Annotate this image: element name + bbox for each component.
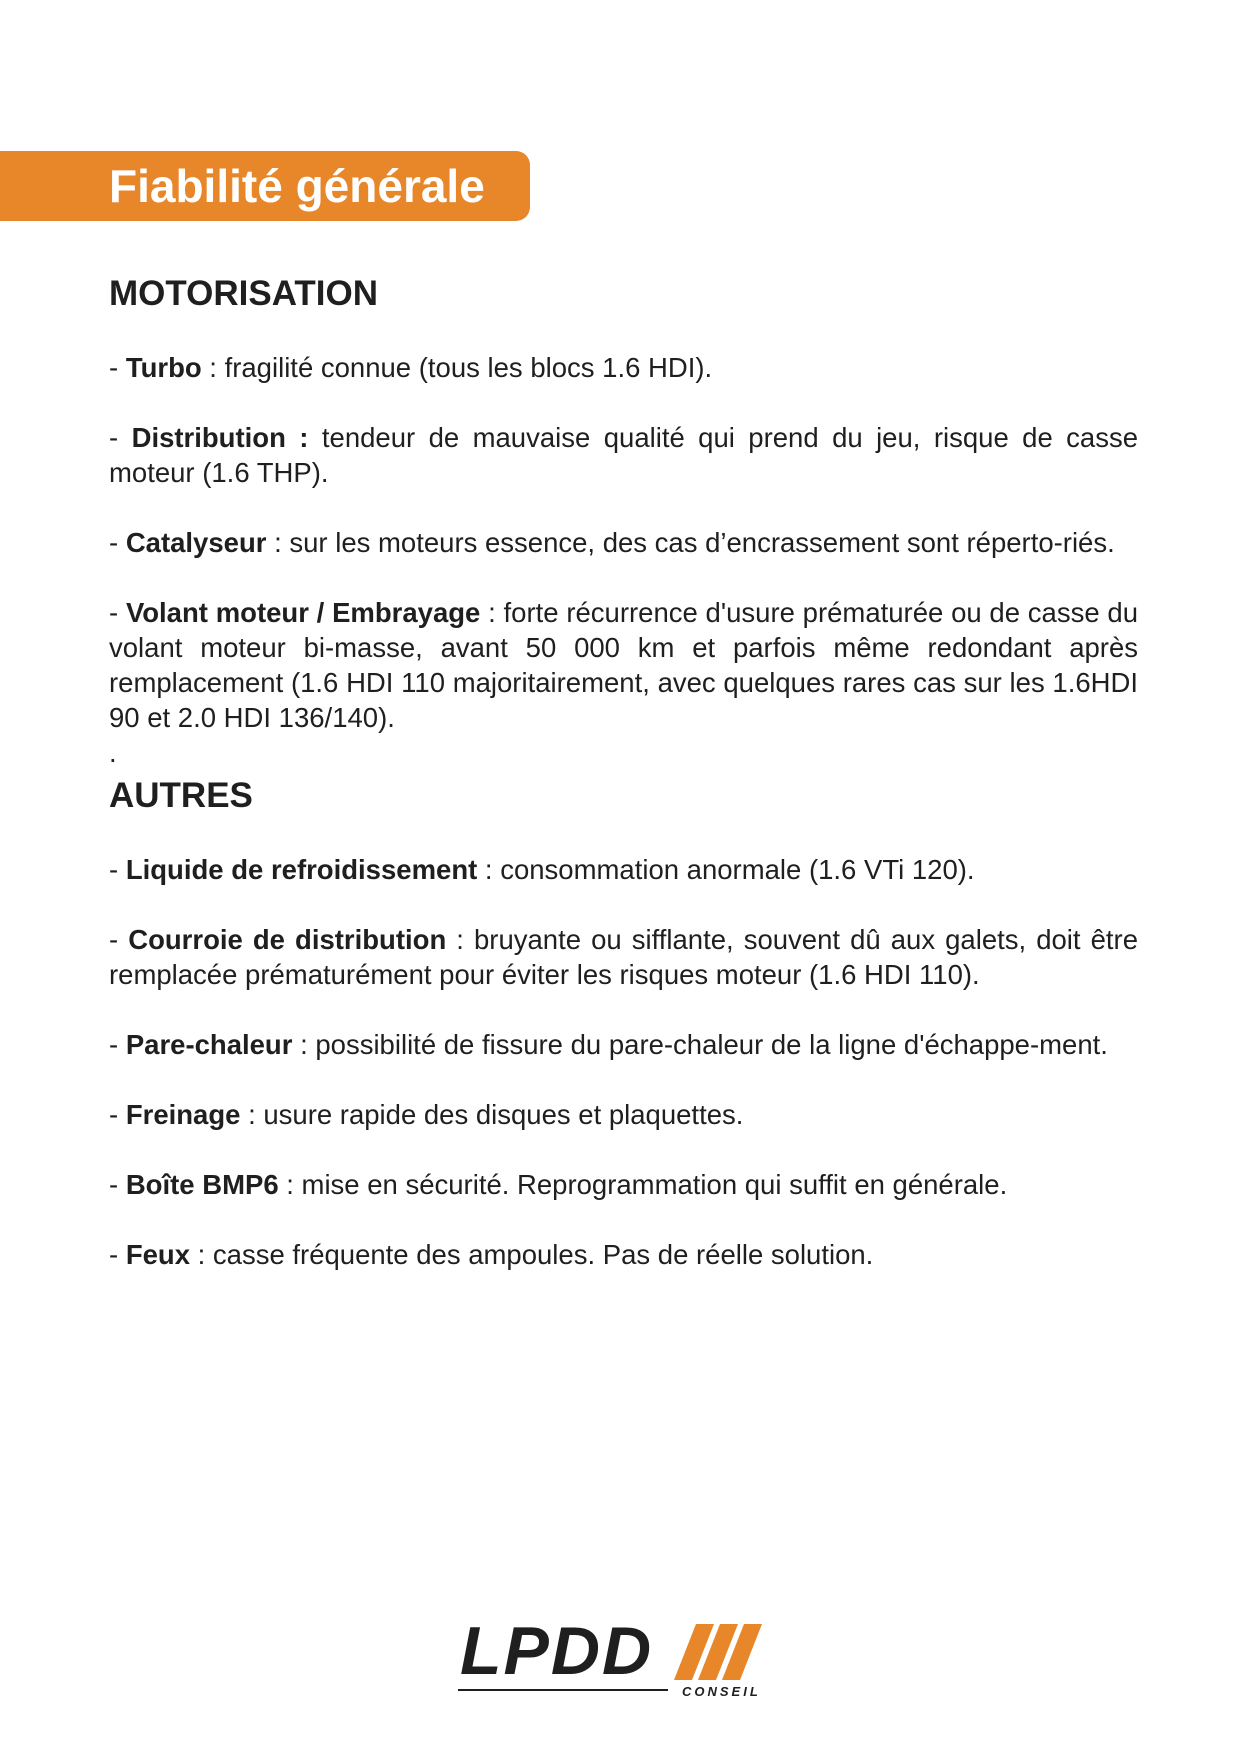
item-separator: : xyxy=(240,1099,264,1130)
item-key: Volant moteur / Embrayage xyxy=(125,597,481,628)
item-separator: : xyxy=(477,854,501,885)
item-key: Boîte BMP6 xyxy=(125,1169,279,1200)
item-text: possibilité de fissure du pare-chaleur de la ligne d'échappe-ment. xyxy=(315,1029,1108,1060)
item-key: Liquide de refroidissement xyxy=(125,854,478,885)
item-key: Pare-chaleur xyxy=(125,1029,293,1060)
list-item: - Catalyseur : sur les moteurs essence, des cas d’encrassement sont réperto-riés. xyxy=(109,527,1115,558)
list-item: - Feux : casse fréquente des ampoules. Pas de réelle solution. xyxy=(109,1239,874,1270)
item-text: sur les moteurs essence, des cas d’encrassement sont réperto-riés. xyxy=(289,527,1115,558)
logo-subtitle: CONSEIL xyxy=(682,1684,761,1699)
item-key: Turbo xyxy=(125,352,202,383)
item-key: Freinage xyxy=(125,1099,241,1130)
item-key: Distribution : xyxy=(131,422,309,453)
item-separator: : xyxy=(292,1029,316,1060)
logo-wordmark: LPDD xyxy=(460,1620,654,1689)
item-text: consommation anormale (1.6 VTi 120). xyxy=(500,854,975,885)
item-separator: : xyxy=(201,352,225,383)
page-title: Fiabilité générale xyxy=(109,160,485,212)
item-text: fragilité connue (tous les blocs 1.6 HDI). xyxy=(224,352,713,383)
title-banner xyxy=(0,151,530,221)
item-key: Feux xyxy=(125,1239,190,1270)
item-text: bruyante ou sifflante, souvent dû aux galets, doit être remplacée prématurément pour éviter les risques moteur (1.6 HDI 110). xyxy=(109,924,1138,990)
item-text: casse fréquente des ampoules. Pas de réelle solution. xyxy=(212,1239,874,1270)
item-text: forte récurrence d'usure prématurée ou de casse du volant moteur bi-masse, avant 50 000 km et parfois même redondant après remplacement (1.6 HDI 110 majoritairement, avec quelques rares cas sur les 1.6HDI 90 et 2.0 HDI 136/140). xyxy=(109,597,1138,733)
item-key: Courroie de distribution xyxy=(128,924,447,955)
section-heading-motorisation: MOTORISATION xyxy=(109,274,378,313)
list-item: - Volant moteur / Embrayage : forte récurrence d'usure prématurée ou de casse du volant moteur bi-masse, avant 50 000 km et parfois même redondant après remplacement (1.6 HDI 110 majoritairement, avec quelques rares cas sur les 1.6HDI 90 et 2.0 HDI 136/140). xyxy=(109,597,1138,733)
logo-stripes-icon xyxy=(674,1624,762,1680)
item-separator: : xyxy=(266,527,290,558)
list-item: - Freinage : usure rapide des disques et plaquettes. xyxy=(109,1099,744,1130)
item-separator: : xyxy=(190,1239,213,1270)
list-item: - Courroie de distribution : bruyante ou sifflante, souvent dû aux galets, doit être remplacée prématurément pour éviter les risques moteur (1.6 HDI 110). xyxy=(109,924,1138,990)
item-separator: : xyxy=(480,597,504,628)
list-item: - Distribution : tendeur de mauvaise qualité qui prend du jeu, risque de casse moteur (1.6 THP). xyxy=(109,422,1139,488)
item-text: usure rapide des disques et plaquettes. xyxy=(263,1099,744,1130)
trailing-dot: . xyxy=(109,737,117,768)
item-separator: : xyxy=(446,924,475,955)
lpdd-conseil-logo xyxy=(456,1620,796,1702)
list-item: - Pare-chaleur : possibilité de fissure du pare-chaleur de la ligne d'échappe-ment. xyxy=(109,1029,1108,1060)
item-separator: : xyxy=(278,1169,302,1200)
list-item: - Boîte BMP6 : mise en sécurité. Reprogrammation qui suffit en générale. xyxy=(109,1169,1008,1200)
item-key: Catalyseur xyxy=(125,527,267,558)
section-heading-autres: AUTRES xyxy=(109,776,253,815)
document-body xyxy=(109,268,1138,1272)
item-text: tendeur de mauvaise qualité qui prend du jeu, risque de casse moteur (1.6 THP). xyxy=(109,422,1139,488)
list-item: - Liquide de refroidissement : consommation anormale (1.6 VTi 120). xyxy=(109,854,975,885)
list-item: - Turbo : fragilité connue (tous les blocs 1.6 HDI). xyxy=(109,352,713,383)
item-separator xyxy=(308,422,321,453)
item-text: mise en sécurité. Reprogrammation qui suffit en générale. xyxy=(301,1169,1008,1200)
